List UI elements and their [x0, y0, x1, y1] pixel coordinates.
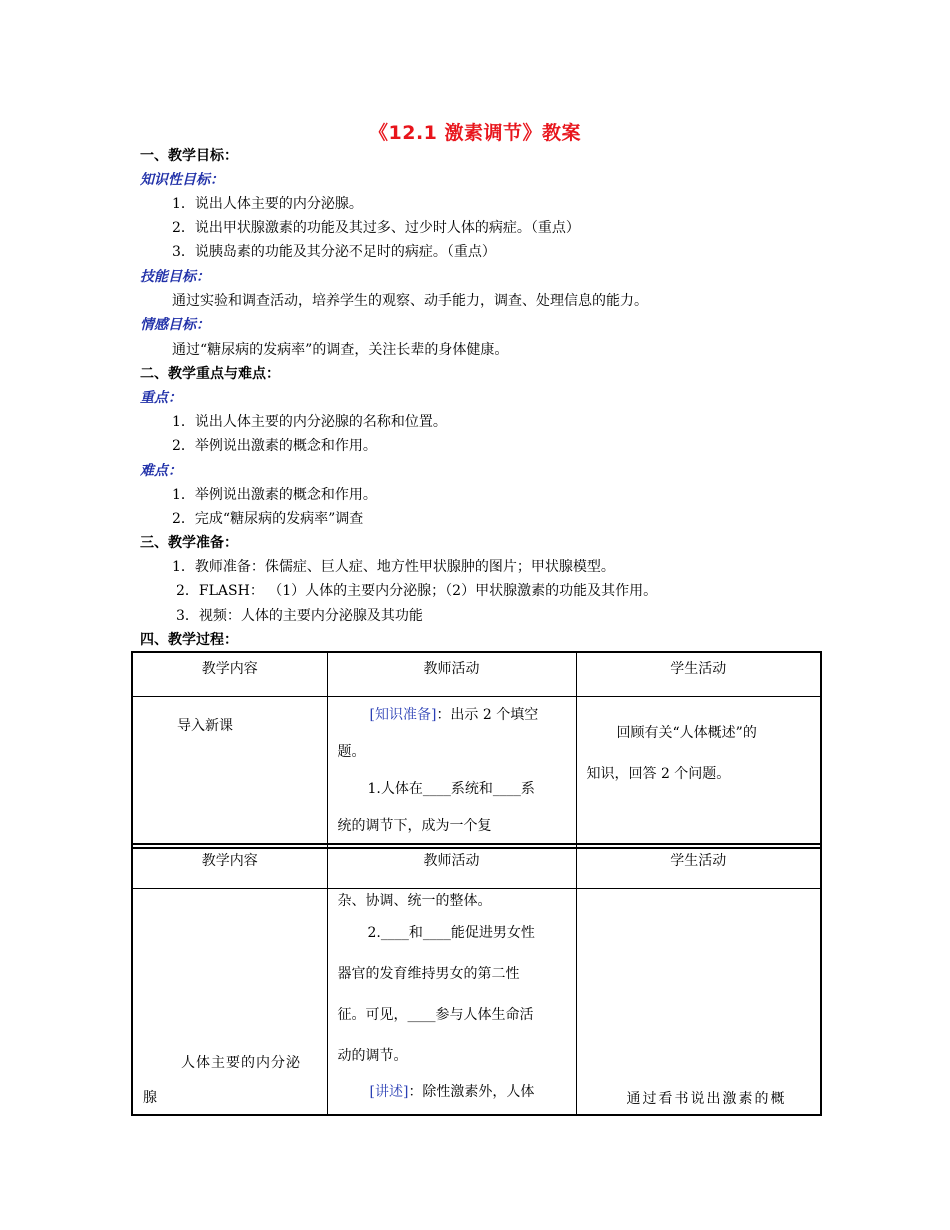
- list-item: 1．教师准备：侏儒症、巨人症、地方性甲状腺肿的图片；甲状腺模型。: [172, 559, 615, 575]
- list-item: 1．说出人体主要的内分泌腺的名称和位置。: [172, 414, 447, 430]
- subheading-difficulties: 难点：: [140, 463, 182, 479]
- subheading-skill: 技能目标：: [140, 269, 210, 285]
- tag-knowledge-prep: [知识准备]: [369, 707, 437, 723]
- list-item: 2．举例说出激素的概念和作用。: [172, 438, 377, 454]
- table-header-row: [132, 844, 821, 889]
- table-header-row: [132, 652, 821, 697]
- header-cell: 学生活动: [576, 652, 821, 697]
- section-heading-3: 三、教学准备：: [140, 535, 238, 551]
- tag-lecture: [讲述]: [369, 1084, 409, 1100]
- teacher-text: 题。: [337, 744, 366, 760]
- content-cell: [132, 889, 327, 1115]
- section-heading-4: 四、教学过程：: [140, 632, 238, 648]
- header-cell: 教师活动: [327, 652, 576, 697]
- teacher-cell: [327, 889, 576, 1115]
- paragraph: 通过“糖尿病的发病率”的调查，关注长辈的身体健康。: [172, 342, 509, 358]
- teacher-cell: [327, 697, 576, 848]
- student-cell: [576, 889, 821, 1115]
- teacher-text: 1.人体在____系统和____系: [367, 781, 535, 797]
- list-item: 3．说胰岛素的功能及其分泌不足时的病症。（重点）: [172, 244, 496, 260]
- student-text: 知识，回答 2 个问题。: [586, 766, 731, 782]
- paragraph: 通过实验和调查活动，培养学生的观察、动手能力，调查、处理信息的能力。: [172, 293, 648, 309]
- teacher-text: 动的调节。: [337, 1048, 408, 1064]
- table-row: [132, 697, 821, 848]
- teacher-text: 2.____和____能促进男女性: [367, 925, 535, 941]
- subheading-emotion: 情感目标：: [140, 317, 210, 333]
- content-label: 人体主要的内分泌: [181, 1054, 301, 1071]
- subheading-knowledge: 知识性目标：: [140, 172, 224, 188]
- lesson-table-part-1: [131, 651, 822, 849]
- content-label: 导入新课: [177, 718, 233, 734]
- lesson-table-part-2: [131, 843, 822, 1116]
- student-cell: [576, 697, 821, 848]
- subheading-key-points: 重点：: [140, 390, 182, 406]
- list-item: 3．视频：人体的主要内分泌腺及其功能: [176, 608, 423, 624]
- teacher-text: 器官的发育维持男女的第二性: [337, 966, 520, 982]
- list-item: 2．完成“糖尿病的发病率”调查: [172, 511, 364, 527]
- header-cell: 学生活动: [576, 844, 821, 889]
- teacher-text: 征。可见，____参与人体生命活: [337, 1007, 534, 1023]
- student-text: 回顾有关“人体概述”的: [616, 725, 757, 741]
- teacher-text: ：除性激素外，人体: [408, 1084, 535, 1100]
- content-cell: [132, 697, 327, 848]
- list-item: 2．说出甲状腺激素的功能及其过多、过少时人体的病症。（重点）: [172, 220, 580, 236]
- teacher-text: ：出示 2 个填空: [436, 707, 539, 723]
- section-heading-2: 二、教学重点与难点：: [140, 366, 280, 382]
- header-cell: 教学内容: [132, 844, 327, 889]
- student-text: 通过看书说出激素的概: [626, 1090, 787, 1107]
- table-row: [132, 889, 821, 1115]
- list-item: 1．举例说出激素的概念和作用。: [172, 487, 377, 503]
- content-label: 腺: [143, 1089, 157, 1106]
- list-item: 2．FLASH： （1）人体的主要内分泌腺；（2）甲状腺激素的功能及其作用。: [176, 583, 658, 599]
- list-item: 1．说出人体主要的内分泌腺。: [172, 196, 363, 212]
- teacher-text: 统的调节下，成为一个复: [337, 818, 492, 834]
- header-cell: 教学内容: [132, 652, 327, 697]
- document-title: 《12.1 激素调节》教案: [369, 122, 581, 144]
- teacher-text: 杂、协调、统一的整体。: [337, 893, 492, 909]
- header-cell: 教师活动: [327, 844, 576, 889]
- section-heading-1: 一、教学目标：: [140, 148, 238, 164]
